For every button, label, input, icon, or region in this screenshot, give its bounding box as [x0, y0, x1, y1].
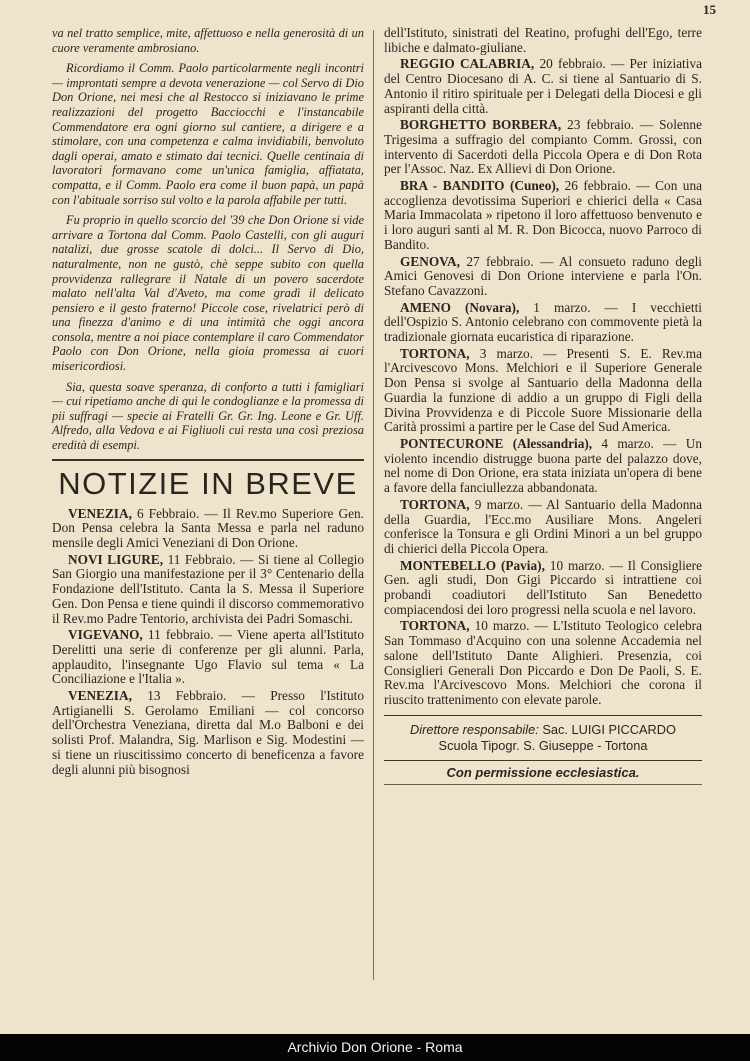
news-place: BORGHETTO BORBERA, — [400, 117, 562, 133]
section-title: NOTIZIE IN BREVE — [58, 465, 358, 501]
news-text: 11 febbraio. — Viene aperta all'Istituto Derelitti una serie di conferenze per gli alunni. Parla, applaudito, l'insegnante Ugo Flavio sul tema « La Conciliazione e l'Italia ». — [52, 627, 364, 687]
news-text: 3 marzo. — Presenti S. E. Rev.ma l'Arcivescovo Mons. Melchiori e il Superiore Generale Don Pensa si svolge al Santuario della Madonna della Guardia la funzione di addio a un gruppo di Figli della Divina Provvidenza e di Piccole Suore Missionarie della Carità prossimi a partire per le Case del Sud America. — [384, 345, 702, 435]
news-item — [52, 628, 364, 687]
news-place: BRA - BANDITO (Cuneo), — [400, 178, 560, 194]
news-place: MONTEBELLO (Pavia), — [400, 557, 545, 573]
news-text: 27 febbraio. — Al consueto raduno degli Amici Genovesi di Don Orione interviene e parla l'On. Stefano Cavazzoni. — [384, 253, 702, 298]
director-label: Direttore responsabile: — [410, 721, 539, 737]
news-item — [384, 347, 702, 435]
news-text: 6 Febbraio. — Il Rev.mo Superiore Gen. Don Pensa celebra la Santa Messa e parla nel raduno mensile degli Amici Veneziani di Don Orione. — [52, 505, 364, 551]
news-item — [384, 301, 702, 345]
printer-line: Scuola Tipogr. S. Giuseppe - Tortona — [438, 737, 648, 753]
news-text: 1 marzo. — I vecchietti dell'Ospizio S. Antonio celebrano con commovente pietà la tradizionale giornata eucaristica di riparazione. — [384, 299, 702, 345]
news-place: GENOVA, — [400, 253, 460, 269]
news-text: 23 febbraio. — Solenne Trigesima a suffragio del compianto Comm. Grossi, con intervento di Sacerdoti della Piccola Opera e di Don Rota per l'Assoc. Naz. Ex Allievi di Don Orione. — [384, 117, 702, 177]
obituary-paragraph: Ricordiamo il Comm. Paolo particolarmente negli incontri — improntati sempre a devota venerazione — col Servo di Dio Don Orione, nei mesi che al Restocco si iniziavano le prime realizzazioni del progetto Bacciocchi e l'instancabile Commendatore era ogni giorno sul cantiere, a dirigere e a stimolare, con una competenza e calma invidiabili, benvoluto dagli operai, amato e stimato dai tecnici. Quelle centinaia di lavoratori formavano come un'unica famiglia, affiatata, compatta, e il Comm. Paolo era come il buon papà, un papà con l'abituale sorriso sul volto e la parola affabile per tutti. — [52, 61, 364, 207]
news-item — [52, 689, 364, 777]
section-divider — [52, 459, 364, 461]
news-text: 20 febbraio. — Per iniziativa del Centro Diocesano di A. C. si tiene al Santuario di S. Antonio il ritiro spirituale per i Delegati della Diocesi e gli aspiranti della città. — [384, 56, 702, 116]
news-text: 26 febbraio. — Con una accoglienza devotissima Superiori e chierici della « Casa Maria Immacolata » ripetono il loro affettuoso benvenuto e i loro auguri santi al M. R. Don Bicocca, nuovo Parroco di Bandito. — [384, 178, 703, 252]
ecclesiastical-permission: Con permissione ecclesiastica. — [384, 765, 702, 785]
news-item — [384, 619, 702, 707]
news-item — [384, 559, 702, 618]
news-place: TORTONA, — [400, 496, 470, 512]
news-text: 10 marzo. — Il Consigliere Gen. agli studi, Don Gigi Piccardo si intrattiene coi probandi coadiutori dell'Istituto San Benedetto compiacendosi dei loro progressi nella scuola e nel lavoro. — [384, 557, 702, 617]
page-number: 15 — [703, 2, 716, 17]
news-item — [52, 553, 364, 627]
news-item — [384, 437, 702, 496]
obituary-paragraph: Fu proprio in quello scorcio del '39 che Don Orione si vide arrivare a Tortona dal Comm. Paolo Castelli, con gli auguri natalizi, due grosse scatole di dolci... Il Servo di Dio, naturalmente, non ne gustò, chè seppe subito con quella provvidenza rallegrare il Natale di un povero sacerdote malato nell'alta Val d'Aveto, ma come gradì il delicato pensiero e il gesto fraterno! Piccole cose, rivelatrici però di una finezza d'animo e di una intimità che oggi ancora consola, mentre a noi piace contemplare il caro Commendator Paolo con Don Orione, nella gioia promessa ai cuori misericordiosi. — [52, 213, 364, 374]
news-item — [384, 255, 702, 299]
right-column — [384, 26, 702, 785]
news-text: 4 marzo. — Un violento incendio distrugge buona parte del palazzo dove, nel nome di Don Orione, era stata iniziata un'opera di bene a favore della fanciullezza abbandonata. — [384, 435, 702, 496]
director-line — [384, 722, 702, 738]
news-place: VENEZIA, — [68, 688, 132, 704]
news-place: VENEZIA, — [68, 505, 132, 521]
news-place: REGGIO CALABRIA, — [400, 56, 535, 72]
news-item — [52, 507, 364, 551]
news-text: 10 marzo. — L'Istituto Teologico celebra San Tommaso d'Acquino con una solenne Accademia nel salone dell'Istituto Dante Alighieri. Presenzia, coi Consiglieri Generali Don Piccardo e Don De Paoli, S. E. Rev.ma l'Arcivescovo Mons. Melchiori che corona il riuscito trattenimento con elevate parole. — [384, 618, 702, 707]
news-item — [384, 179, 702, 253]
news-place: AMENO (Novara), — [400, 299, 520, 315]
obituary-paragraph: va nel tratto semplice, mite, affettuoso e nella generosità di un cuore veramente ambrosiano. — [52, 26, 364, 55]
news-continuation: dell'Istituto, sinistrati del Reatino, profughi dell'Ego, terre libiche e dalmato-giuliane. — [384, 25, 702, 55]
news-place: NOVI LIGURE, — [68, 551, 164, 567]
news-text: 9 marzo. — Al Santuario della Madonna della Guardia, l'Ecc.mo Ausiliare Mons. Angeleri conferisce la Tonsura e gli Ordini Minori a un bel gruppo di chierici della Piccola Opera. — [384, 496, 702, 556]
news-place: TORTONA, — [400, 618, 470, 634]
news-text: 11 Febbraio. — Si tiene al Collegio San Giorgio una manifestazione per il 3° Centenario della Fondazione dell'Istituto. Canta la S. Messa il Superiore Gen. Don Pensa e tiene quindi il discorso commemorativo il Rev.mo Padre Tentorio, archivista dei Padri Somaschi. — [52, 551, 364, 626]
column-divider — [373, 30, 374, 980]
news-item — [384, 498, 702, 557]
news-item — [384, 118, 702, 177]
news-place: VIGEVANO, — [68, 627, 143, 643]
news-place: PONTECURONE (Alessandria), — [400, 435, 593, 451]
director-name: Sac. LUIGI PICCARDO — [542, 721, 676, 737]
archive-watermark-bar: Archivio Don Orione - Roma — [0, 1034, 750, 1061]
obituary-paragraph: Sia, questa soave speranza, di conforto a tutti i famigliari — cui ripetiamo anche di qui le condoglianze e la promessa di pii suffragi — specie ai Fratelli Gr. Gr. Ing. Leone e Gr. Uff. Alfredo, alla Vedova e ai Figliuoli cui resta una così preziosa eredità di esempi. — [52, 379, 364, 453]
left-column — [52, 26, 364, 779]
news-text: 13 Febbraio. — Presso l'Istituto Artigianelli S. Gerolamo Emiliani — col concorso dell'Orchestra Veneziana, diretta dal M.o Balboni e dei solisti Prof. Malandra, Sig. Marlison e Sig. Modestini — si tiene un riuscitissimo concerto di beneficenza a favore degli alunni più bisognosi — [52, 688, 364, 777]
news-item — [384, 57, 702, 116]
masthead-footer — [384, 715, 702, 761]
news-place: TORTONA, — [400, 345, 470, 361]
